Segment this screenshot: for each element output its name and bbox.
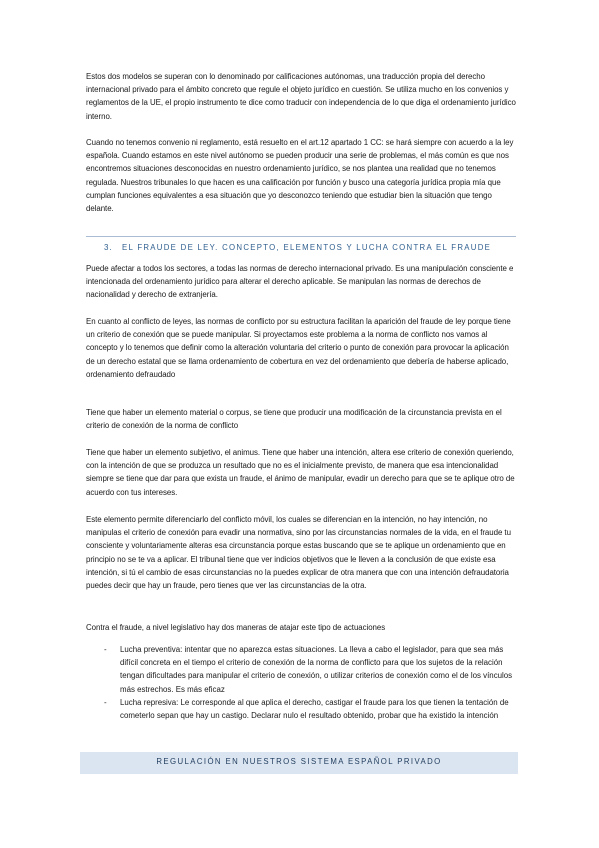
section-title: EL FRAUDE DE LEY. CONCEPTO, ELEMENTOS Y LUCHA CONTRA EL FRAUDE	[122, 243, 492, 252]
bullet-marker: -	[104, 645, 107, 654]
paragraph-calificaciones-autonomas: Estos dos modelos se superan con lo denominado por calificaciones autónomas, una traducción propia del derecho internacional privado para el ámbito concreto que regule el objeto jurídico en cuestión. Se utiliza mucho en los convenios y reglamentos de la UE, el propio instrumento te dice como traducir con independencia de lo que diga el ordenamiento jurídico interno.	[86, 72, 516, 121]
measures-list	[86, 643, 516, 722]
section-number: 3.	[104, 243, 113, 252]
paragraph-contra-fraude: Contra el fraude, a nivel legislativo hay dos maneras de atajar este tipo de actuaciones	[86, 623, 386, 632]
paragraph-conflicto-movil: Este elemento permite diferenciarlo del conflicto móvil, los cuales se diferencian en la intención, no hay intención, no manipulas el criterio de conexión para evadir una normativa, sino por las circunstancias normales de la vida, en el fraude tu consciente y voluntariamente alteras esa circunstancia porque estas buscando que se te aplique un ordenamiento que en principio no se te va a aplicar. El tribunal tiene que ver indicios objetivos que le lleven a la conclusión de que existe esa intención, si tú el cambio de esas circunstancias no la puedes explicar de otra manera que con una intención defraudatoria puedes decir que hay un fraude, pero tienes que ver las circunstancias de la otra.	[86, 515, 511, 591]
banner-title: REGULACIÓN EN NUESTROS SISTEMA ESPAÑOL PRIVADO	[156, 757, 442, 766]
section-banner	[80, 752, 518, 774]
list-item	[86, 643, 516, 696]
paragraph-afectar-sectores: Puede afectar a todos los sectores, a todas las normas de derecho internacional privado. Es una manipulación consciente e intencionada del ordenamiento jurídico para alterar el derecho aplicable. Se manipulan las normas de derechos de nacionalidad y derecho de extranjería.	[86, 264, 514, 300]
list-item-text: Lucha represiva: Le corresponde al que aplica el derecho, castigar el fraude para los que tienen la tentación de cometerlo sepan que hay un castigo. Declarar nulo el resultado obtenido, probar que ha existido la intención	[120, 697, 509, 721]
paragraph-elemento-subjetivo: Tiene que haber un elemento subjetivo, el animus. Tiene que haber una intención, altera ese criterio de conexión queriendo, con la intención de que se produzca un resultado que no es el inicialmente previsto, de manera que esa intencionalidad siempre se tiene que dar para que exista un fraude, el ánimo de manipular, evadir un derecho para que se te aplique otro de acuerdo con tus intereses.	[86, 448, 515, 497]
paragraph-conflicto-leyes: En cuanto al conflicto de leyes, las normas de conflicto por su estructura facilitan la aparición del fraude de ley porque tiene un criterio de conexión que se puede manipular. Si proyectamos este problema a la norma de conflicto nos vamos al concepto y lo tenemos que definir como la alteración voluntaria del criterio o punto de conexión para provocar la aplicación de un derecho estatal que se llama ordenamiento de cobertura en vez del ordenamiento que debería de haberse aplicado, ordenamiento defraudado	[86, 317, 511, 379]
list-item-text: Lucha preventiva: intentar que no aparezca estas situaciones. La lleva a cabo el legislador, para que sea más difícil concreta en el tiempo el criterio de conexión de la norma de conflicto para que los sujetos de la relación tengan dificultades para manipular el criterio de conexión, o utilizar criterios de conexión como el de los vínculos más estrechos. Es más eficaz	[120, 645, 513, 694]
bullet-marker: -	[104, 697, 107, 707]
paragraph-elemento-material: Tiene que haber un elemento material o corpus, se tiene que producir una modificación de la circunstancia prevista en el criterio de conexión de la norma de conflicto	[86, 408, 502, 431]
list-item	[86, 696, 516, 722]
paragraph-art-12-cc: Cuando no tenemos convenio ni reglamento, está resuelto en el art.12 apartado 1 CC: se hará siempre con acuerdo a la ley española. Cuando estamos en este nivel autónomo se pueden producir una serie de problemas, el más común es que nos encontremos situaciones desconocidas en nuestro ordenamiento jurídico, se nos plantea una realidad que no tenemos regulada. Nuestros tribunales lo que hacen es una calificación por función y busco una categoría jurídica propia mía que cumplan funciones equivalentes a esa situación que yo desconozco teniendo que estudiar bien la situación que tengo delante.	[86, 138, 514, 214]
section-heading	[86, 236, 516, 256]
